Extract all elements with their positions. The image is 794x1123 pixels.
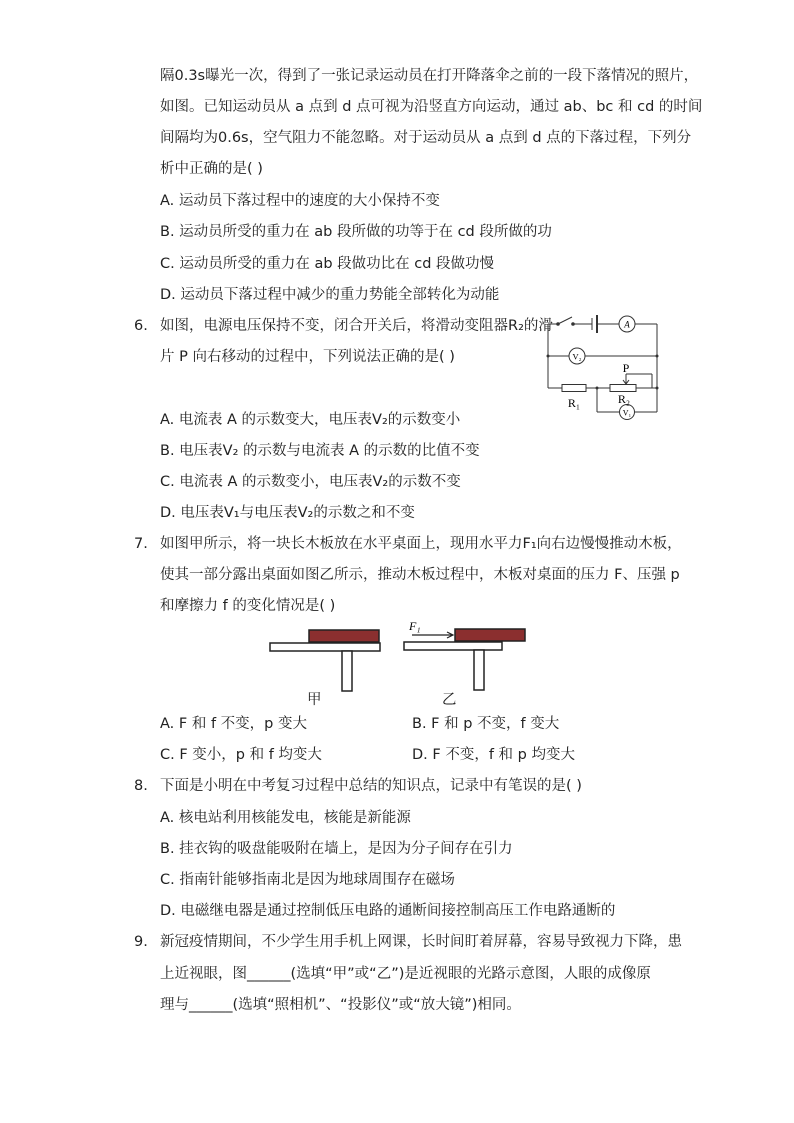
q5-line-3: 间隔均为0.6s，空气阻力不能忽略。对于运动员从 a 点到 d 点的下落过程，下列分 (160, 130, 692, 146)
q7-option-b[interactable]: B. F 和 p 不变，f 变大 (412, 716, 560, 732)
q8-option-c[interactable]: C. 指南针能够指南北是因为地球周围存在磁场 (160, 872, 455, 888)
q7-option-a[interactable]: A. F 和 f 不变，p 变大 (160, 716, 307, 732)
q6-r1-label: R₁ (567, 396, 581, 410)
q6-ammeter-label: A (624, 319, 630, 330)
q5-line-2: 如图。已知运动员从 a 点到 d 点可视为沿竖直方向运动，通过 ab、bc 和 cd 的时间 (160, 99, 703, 115)
q7-line-2: 使其一部分露出桌面如图乙所示，推动木板过程中，木板对桌面的压力 F、压强 p (160, 567, 680, 583)
q5-option-b[interactable]: B. 运动员所受的重力在 ab 段所做的功等于在 cd 段所做的功 (160, 224, 552, 240)
q7-figure-jia (270, 628, 382, 694)
q6-v1-label: V₁ (622, 408, 632, 418)
q6-r2-label: R₂ (617, 392, 631, 406)
q5-line-1: 隔0.3s曝光一次，得到了一张记录运动员在打开降落伞之前的一段下落情况的照片， (160, 68, 699, 84)
q6-option-c[interactable]: C. 电流表 A 的示数变小，电压表V₂的示数不变 (160, 474, 461, 490)
q6-line-2: 片 P 向右移动的过程中，下列说法正确的是( ) (160, 349, 455, 365)
q7-option-d[interactable]: D. F 不变，f 和 p 均变大 (412, 747, 575, 763)
q6-slider-label: P (622, 361, 630, 375)
q6-line-1: 如图，电源电压保持不变，闭合开关后，将滑动变阻器R₂的滑 (160, 318, 553, 334)
q5-option-a[interactable]: A. 运动员下落过程中的速度的大小保持不变 (160, 193, 440, 209)
q7-jia-board (309, 630, 379, 642)
q6-option-a[interactable]: A. 电流表 A 的示数变大，电压表V₂的示数变小 (160, 412, 461, 428)
q7-option-c[interactable]: C. F 变小，p 和 f 均变大 (160, 747, 322, 763)
q8-option-b[interactable]: B. 挂衣钩的吸盘能吸附在墙上，是因为分子间存在引力 (160, 841, 513, 857)
q7-label-yi: 乙 (442, 692, 457, 708)
q6-circuit-diagram (540, 312, 664, 422)
q9-line-3[interactable]: 理与______(选填“照相机”、“投影仪”或“放大镜”)相同。 (160, 997, 521, 1013)
q7-figure-yi (404, 620, 528, 692)
q6-option-d[interactable]: D. 电压表V₁与电压表V₂的示数之和不变 (160, 505, 415, 521)
q7-label-jia: 甲 (307, 692, 322, 708)
q7-line-3: 和摩擦力 f 的变化情况是( ) (160, 598, 336, 614)
q8-option-d[interactable]: D. 电磁继电器是通过控制低压电路的通断间接控制高压工作电路通断的 (160, 903, 616, 919)
q9-line-1: 新冠疫情期间，不少学生用手机上网课，长时间盯着屏幕，容易导致视力下降，患 (160, 934, 682, 950)
q9-line-2[interactable]: 上近视眼，图______(选填“甲”或“乙”)是近视眼的光路示意图，人眼的成像原 (160, 966, 651, 982)
q5-option-c[interactable]: C. 运动员所受的重力在 ab 段做功比在 cd 段做功慢 (160, 256, 495, 272)
q8-number: 8. (134, 778, 148, 794)
q9-number: 9. (134, 934, 148, 950)
q8-option-a[interactable]: A. 核电站利用核能发电，核能是新能源 (160, 810, 411, 826)
q5-option-d[interactable]: D. 运动员下落过程中减少的重力势能全部转化为动能 (160, 287, 500, 303)
q7-yi-board (455, 629, 525, 641)
q7-force-label: F₁ (409, 619, 421, 633)
q6-v2-label: V₂ (572, 351, 582, 362)
q5-line-4: 析中正确的是( ) (160, 161, 263, 177)
q7-number: 7. (134, 536, 148, 552)
q6-option-b[interactable]: B. 电压表V₂ 的示数与电流表 A 的示数的比值不变 (160, 443, 480, 459)
q7-line-1: 如图甲所示，将一块长木板放在水平桌面上，现用水平力F₁向右边慢慢推动木板， (160, 536, 682, 552)
q6-number: 6. (134, 318, 148, 334)
q8-line-1: 下面是小明在中考复习过程中总结的知识点，记录中有笔误的是( ) (160, 778, 582, 794)
